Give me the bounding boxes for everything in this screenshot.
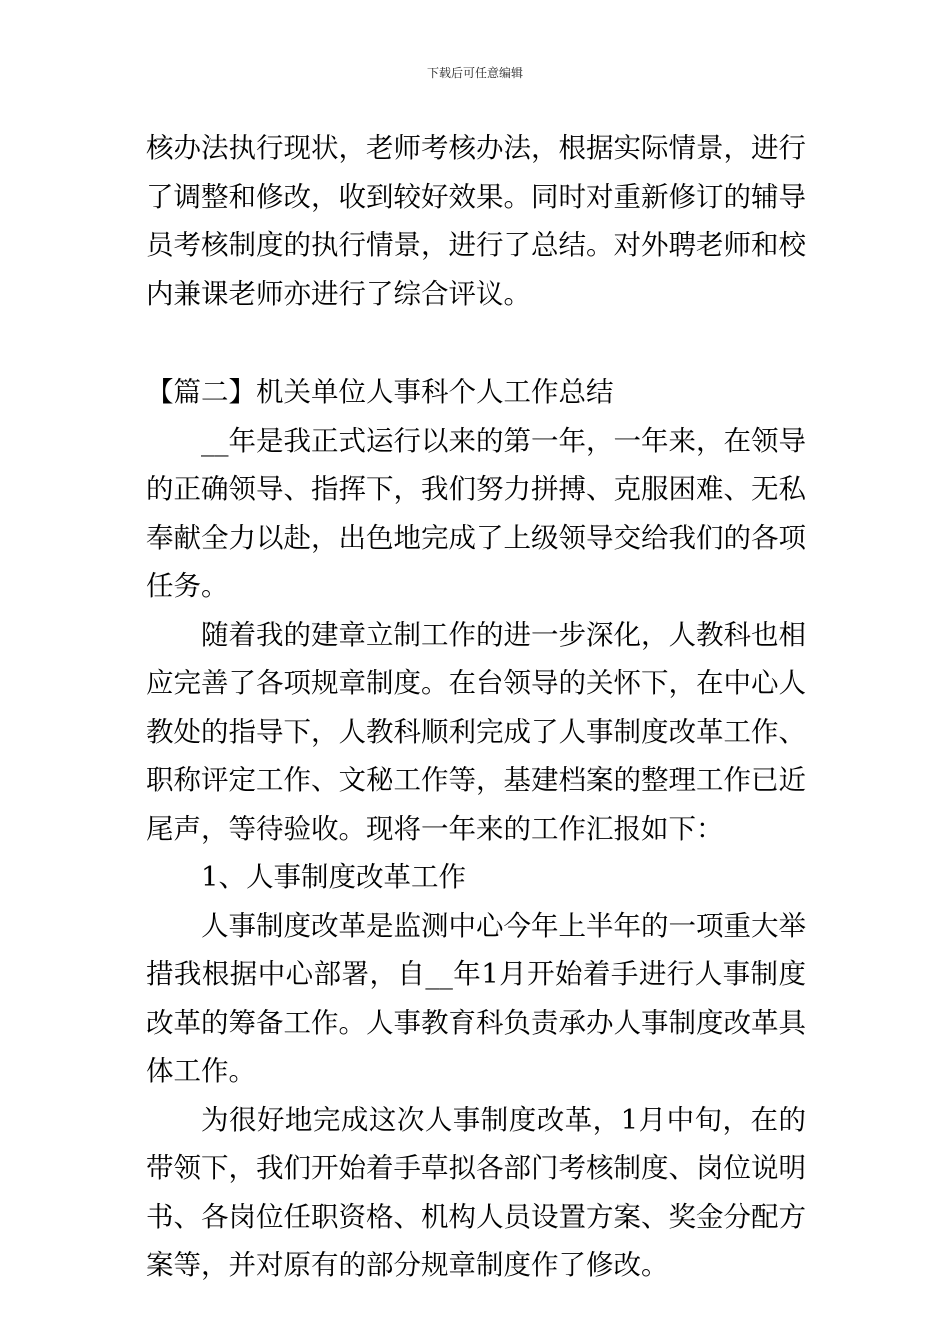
paragraph: 随着我的建章立制工作的进一步深化，人教科也相应完善了各项规章制度。在台领导的关怀下，在中心人教处的指导下，人教科顺利完成了人事制度改革工作、职称评定工作、文秘工作等，基建档案的整理工作已近尾声，等待验收。现将一年来的工作汇报如下： (146, 618, 806, 845)
paragraph: __年是我正式运行以来的第一年，一年来，在领导的正确领导、指挥下，我们努力拼搏、克服困难、无私奉献全力以赴，出色地完成了上级领导交给我们的各项任务。 (146, 424, 806, 602)
subheading: 1、人事制度改革工作 (201, 861, 466, 893)
paragraph: 人事制度改革是监测中心今年上半年的一项重大举措我根据中心部署，自__年1月开始着手进行人事制度改革的筹备工作。人事教育科负责承办人事制度改革具体工作。 (146, 909, 806, 1087)
paragraph: 为很好地完成这次人事制度改革，1月中旬，在的带领下，我们开始着手草拟各部门考核制度、岗位说明书、各岗位任职资格、机构人员设置方案、奖金分配方案等，并对原有的部分规章制度作了修改。 (146, 1103, 806, 1281)
section-title: 【篇二】机关单位人事科个人工作总结 (146, 376, 614, 408)
section-gap (146, 318, 806, 368)
page-header: 下载后可任意编辑 (426, 66, 523, 80)
paragraph-continued: 核办法执行现状，老师考核办法，根据实际情景，进行了调整和修改，收到较好效果。同时对重新修订的辅导员考核制度的执行情景，进行了总结。对外聘老师和校内兼课老师亦进行了综合评议。 (146, 132, 806, 310)
document-body (146, 124, 806, 1290)
